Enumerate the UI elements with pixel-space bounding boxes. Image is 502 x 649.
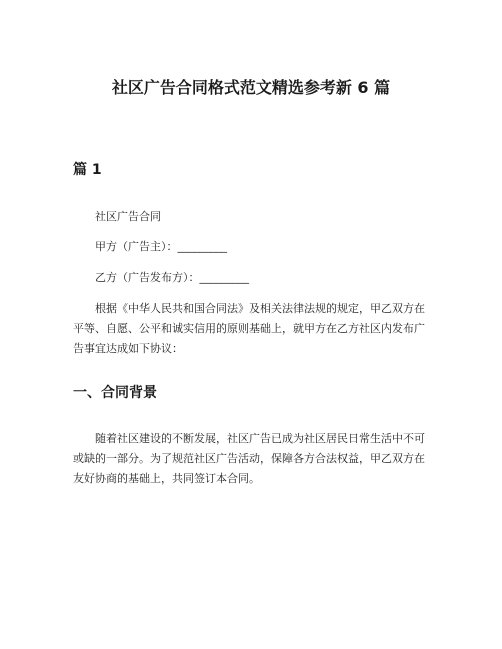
background-paragraph: 随着社区建设的不断发展，社区广告已成为社区居民日常生活中不可或缺的一部分。为了规范社区广告活动，保障各方合法权益，甲乙双方在友好协商的基础上，共同签订本合同。 — [73, 432, 425, 485]
part-heading: 篇 1 — [73, 162, 102, 178]
section-heading-background: 一、合同背景 — [73, 385, 157, 401]
party-a-line: 甲方（广告主）：_________ — [95, 240, 227, 253]
document-title: 社区广告合同格式范文精选参考新 6 篇 — [111, 78, 391, 97]
preamble-paragraph: 根据《中华人民共和国合同法》及相关法律法规的规定，甲乙双方在平等、自愿、公平和诚实信用的原则基础上，就甲方在乙方社区内发布广告事宜达成如下协议： — [73, 302, 425, 355]
contract-name: 社区广告合同 — [95, 210, 161, 223]
party-b-line: 乙方（广告发布方）：_________ — [95, 271, 249, 284]
